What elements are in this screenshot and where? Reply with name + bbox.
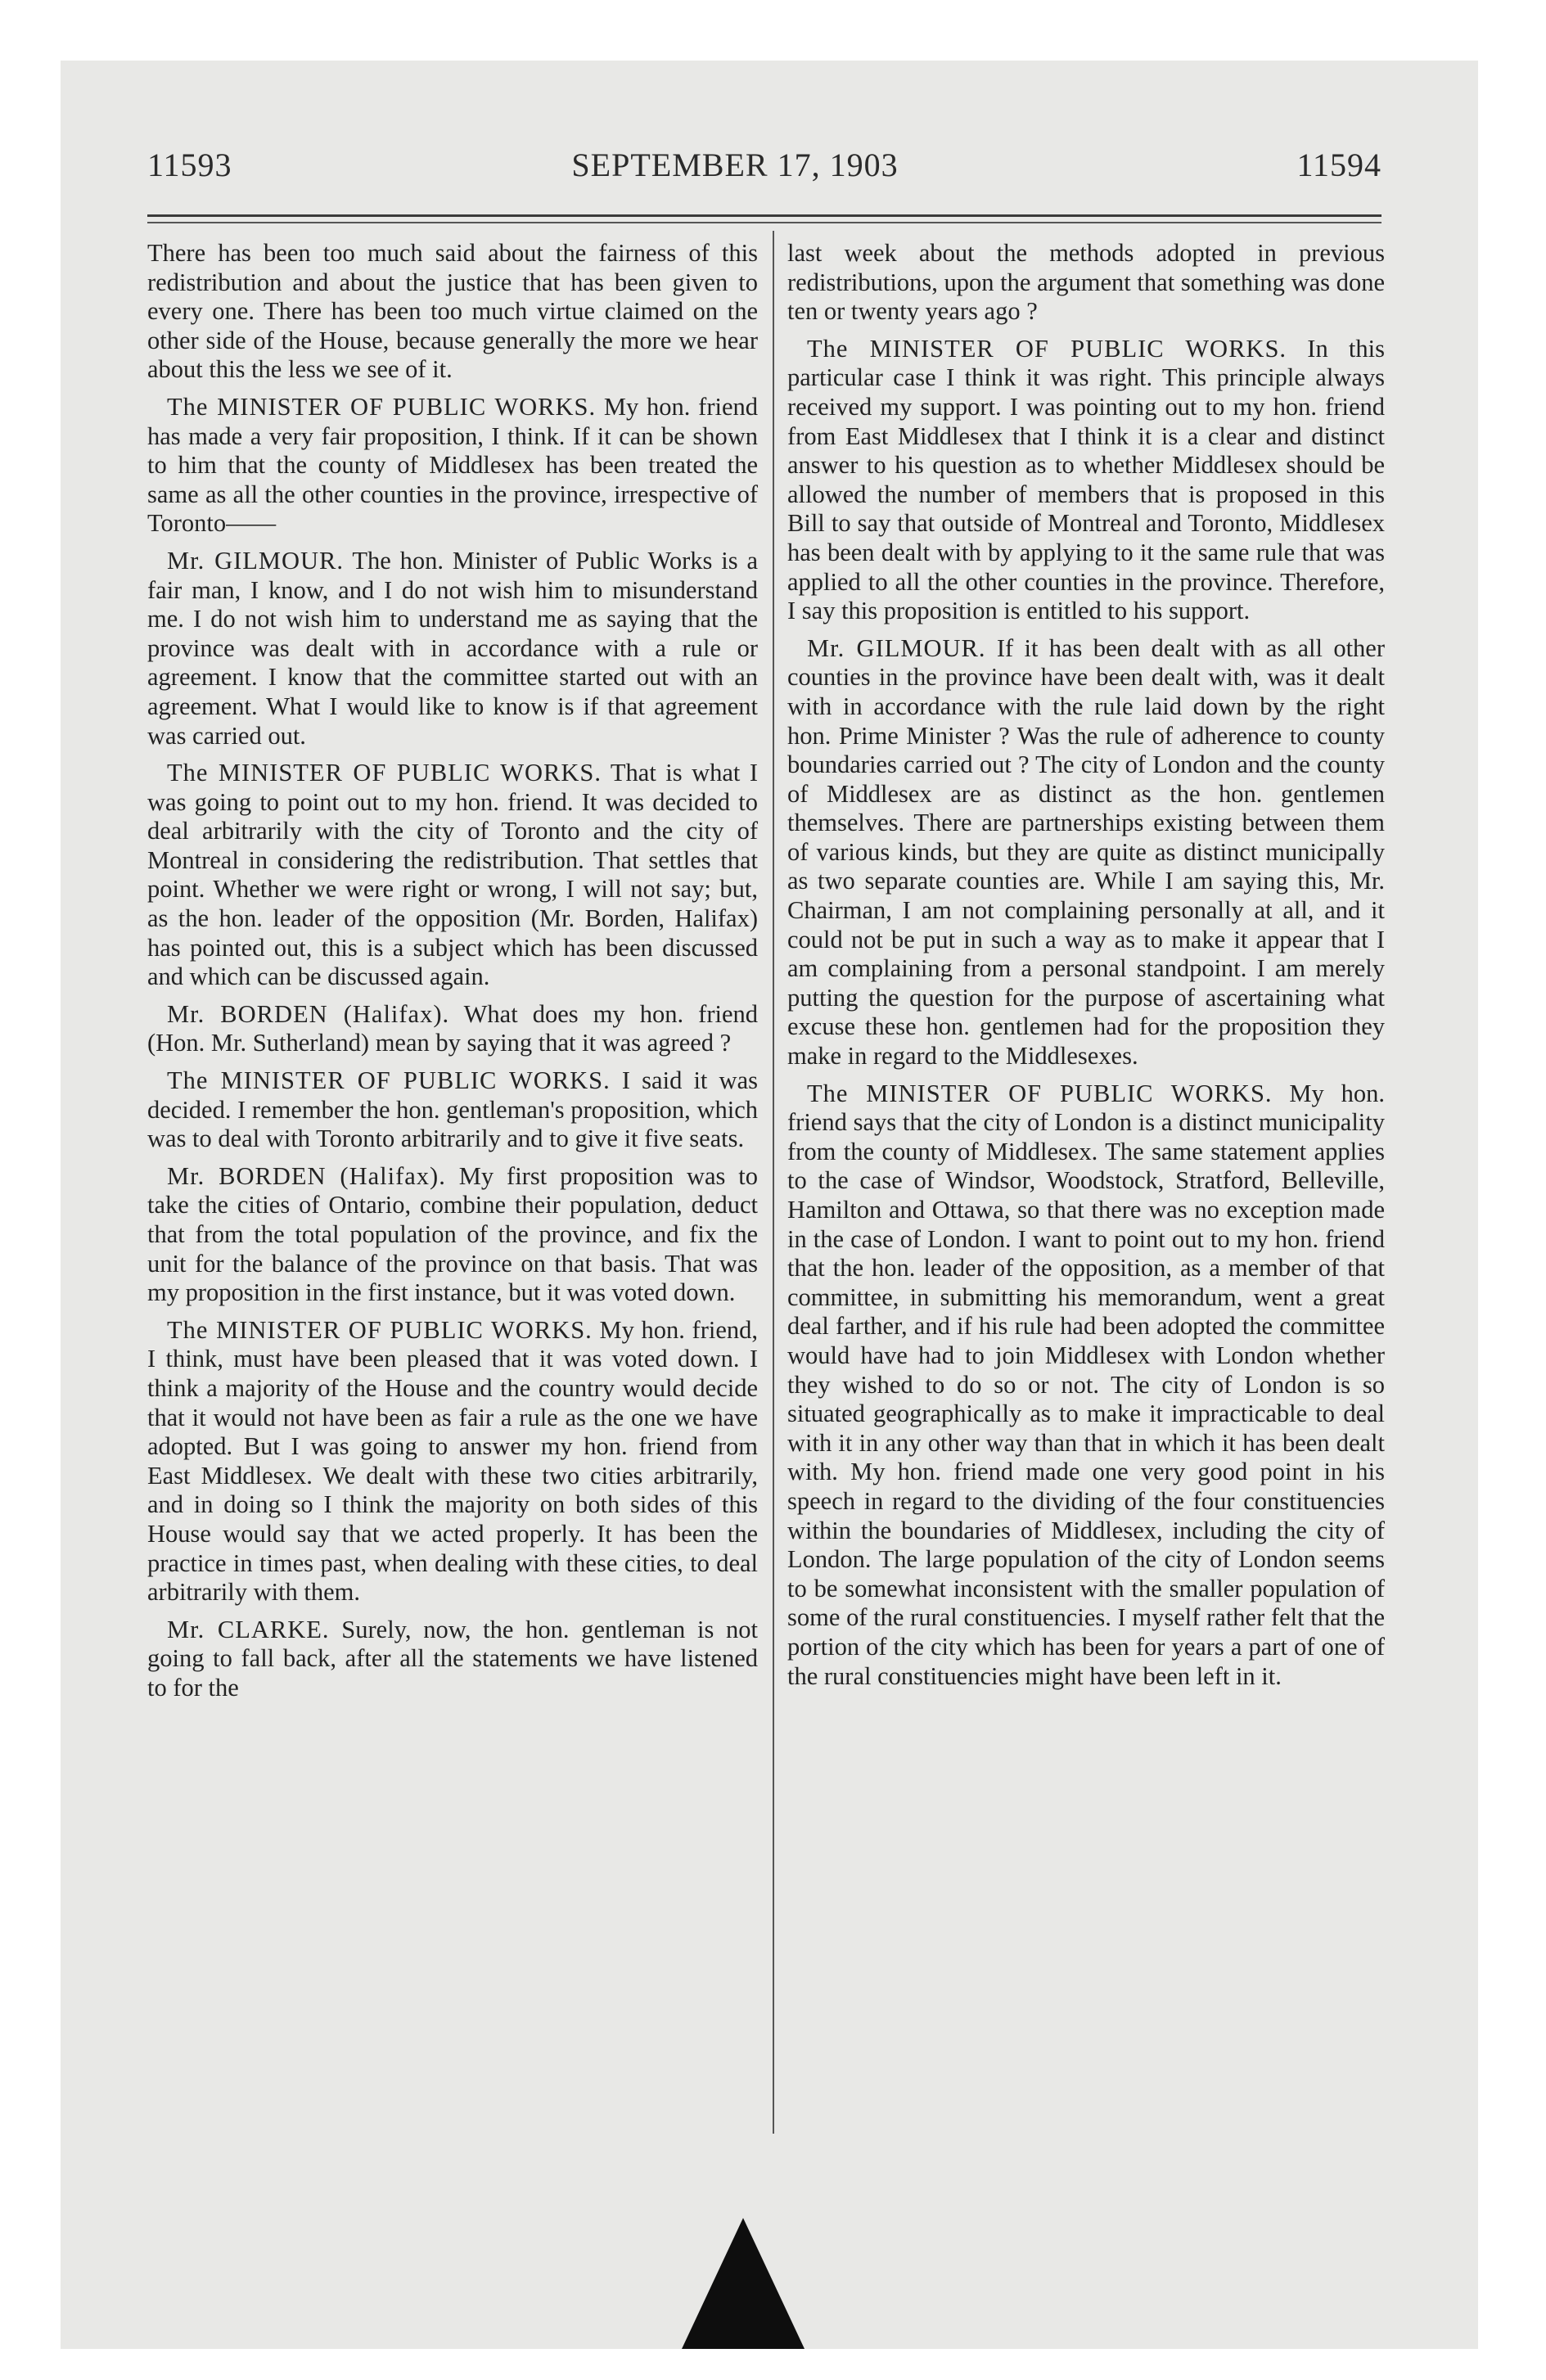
paragraph (147, 1162, 758, 1308)
speaker: Mr. BORDEN (Halifax). (167, 1161, 446, 1190)
paragraph-text: My hon. friend has made a very fair proposition, I think. If it can be shown to him that the county of Middlesex has been treated the same as all the other counties in the province, irrespective of Toronto—— (147, 392, 759, 538)
paragraph-text: If it has been dealt with as all other counties in the province have been dealt with, was it dealt with in accordance with the rule laid down by the right hon. Prime Minister ? Was the rule of adherence to county boundaries carried out ? The city of London and the county of Middlesex are as distinct as the hon. gentlemen themselves. There are partnerships existing between them of various kinds, but they are quite as distinct municipally as two separate counties are. While I am saying this, Mr. Chairman, I am not complaining personally at all, and it could not be put in such a way as to make it appear that I am complaining from a personal standpoint. I am merely putting the question for the purpose of ascertaining what excuse these hon. gentlemen had for the proposition they make in regard to the Middlesexes. (787, 633, 1385, 1071)
paragraph-text: In this particular case I think it was right. This principle always received my support. I was pointing out to my hon. friend from East Middlesex that I think it is a clear and distinct answer to his question as to whether Middlesex should be allowed the number of members that is proposed in this Bill to say that outside of Montreal and Toronto, Middlesex has been dealt with by applying to it the same rule that was applied to all the other counties in the province. Therefore, I say this proposition is entitled to his support. (787, 334, 1385, 625)
page-date: SEPTEMBER 17, 1903 (571, 146, 899, 183)
paragraph (147, 393, 758, 539)
paragraph-text: My hon. friend, I think, must have been pleased that it was voted down. I think a majority of the House and the country would decide that it would not have been as fair a rule as the one we have adopted. But I was going to answer my hon. friend from East Middlesex. We dealt with these two cities arbitrarily, and in doing so I think the majority on both sides of this House would say that we acted properly. It has been the practice in times past, when dealing with these cities, to deal arbitrarily with them. (147, 1315, 758, 1607)
right-column (787, 239, 1385, 1699)
paragraph (147, 1000, 758, 1058)
paragraph (787, 634, 1385, 1071)
page-number-right: 11594 (1296, 146, 1381, 183)
paragraph (787, 335, 1385, 626)
paragraph-text: The hon. Minister of Public Works is a fair man, I know, and I do not wish him to misunderstand me. I do not wish him to understand me as saying that the province was dealt with in accordance with a rule or agreement. I know that the committee started out with an agreement. What I would like to know is if that agreement was carried out. (147, 546, 759, 750)
paragraph-text: My hon. friend says that the city of London is a distinct municipality from the county of Middlesex. The same statement applies to the case of Windsor, Woodstock, Stratford, Belleville, Hamilton and Ottawa, so that there was no exception made in the case of London. I want to point out to my hon. friend that the hon. leader of the opposition, as a member of that committee, in submitting his memorandum, went a great deal farther, and if his rule had been adopted the committee would have had to join Middlesex with London whether they wished to do so or not. The city of London is so situated geographically as to make it impracticable to deal with it in any other way than that in which it has been dealt with. My hon. friend made one very good point in his speech in regard to the dividing of the four constituencies within the boundaries of Middlesex, including the city of London. The large population of the city of London seems to be somewhat inconsistent with the smaller population of some of the rural constituencies. I myself rather felt that the portion of the city which has been for years a part of one of the rural constituencies might have been left in it. (787, 1079, 1386, 1690)
paragraph-text: Surely, now, the hon. gentleman is not going to fall back, after all the statements we have listened to for the (147, 1615, 759, 1702)
speaker: Mr. BORDEN (Halifax). (167, 999, 450, 1028)
paragraph (147, 547, 758, 751)
paragraph-text: I said it was decided. I remember the hon. gentleman's proposition, which was to deal with Toronto arbitrarily and to give it five seats. (147, 1066, 758, 1153)
header-rule-thin (147, 222, 1381, 223)
paragraph-text: What does my hon. friend (Hon. Mr. Sutherland) mean by saying that it was agreed ? (147, 999, 758, 1057)
paragraph (147, 1616, 758, 1703)
left-column (147, 239, 758, 1711)
paragraph (787, 239, 1385, 327)
speaker: The MINISTER OF PUBLIC WORKS. (167, 759, 602, 787)
paragraph-text: That is what I was going to point out to my hon. friend. It was decided to deal arbitrarily with the city of Toronto and the city of Montreal in considering the redistribution. That settles that point. Whether we were right or wrong, I will not say; but, as the hon. leader of the opposition (Mr. Borden, Halifax) has pointed out, this is a subject which has been discussed and which can be discussed again. (147, 759, 758, 991)
paragraph (147, 239, 758, 385)
speaker: The MINISTER OF PUBLIC WORKS. (167, 392, 597, 421)
paragraph-text: My first proposition was to take the cities of Ontario, combine their population, deduct that from the total population of the province, and fix the unit for the balance of the province on that basis. That was my proposition in the first instance, but it was voted down. (147, 1161, 759, 1307)
paragraph-text: last week about the methods adopted in previous redistributions, upon the argument that something was done ten or twenty years ago ? (787, 239, 1385, 326)
column-divider (773, 231, 774, 2134)
speaker: Mr. CLARKE. (167, 1615, 330, 1643)
speaker: Mr. GILMOUR. (167, 546, 345, 575)
speaker: The MINISTER OF PUBLIC WORKS. (167, 1066, 611, 1095)
paragraph-text: There has been too much said about the fairness of this redistribution and about the justice that has been given to every one. There has been too much virtue claimed on the other side of the House, because generally the more we hear about this the less we see of it. (147, 239, 758, 384)
speaker: The MINISTER OF PUBLIC WORKS. (807, 1079, 1273, 1107)
triangle-mark (682, 2218, 805, 2349)
speaker: Mr. GILMOUR. (807, 633, 986, 662)
paragraph (147, 759, 758, 992)
paragraph (147, 1066, 758, 1154)
speaker: The MINISTER OF PUBLIC WORKS. (807, 334, 1287, 363)
page-number-left: 11593 (147, 146, 232, 183)
header-rule (147, 214, 1381, 217)
paragraph (787, 1080, 1385, 1691)
page-header (88, 146, 1381, 195)
paragraph (147, 1316, 758, 1607)
speaker: The MINISTER OF PUBLIC WORKS. (167, 1315, 593, 1344)
